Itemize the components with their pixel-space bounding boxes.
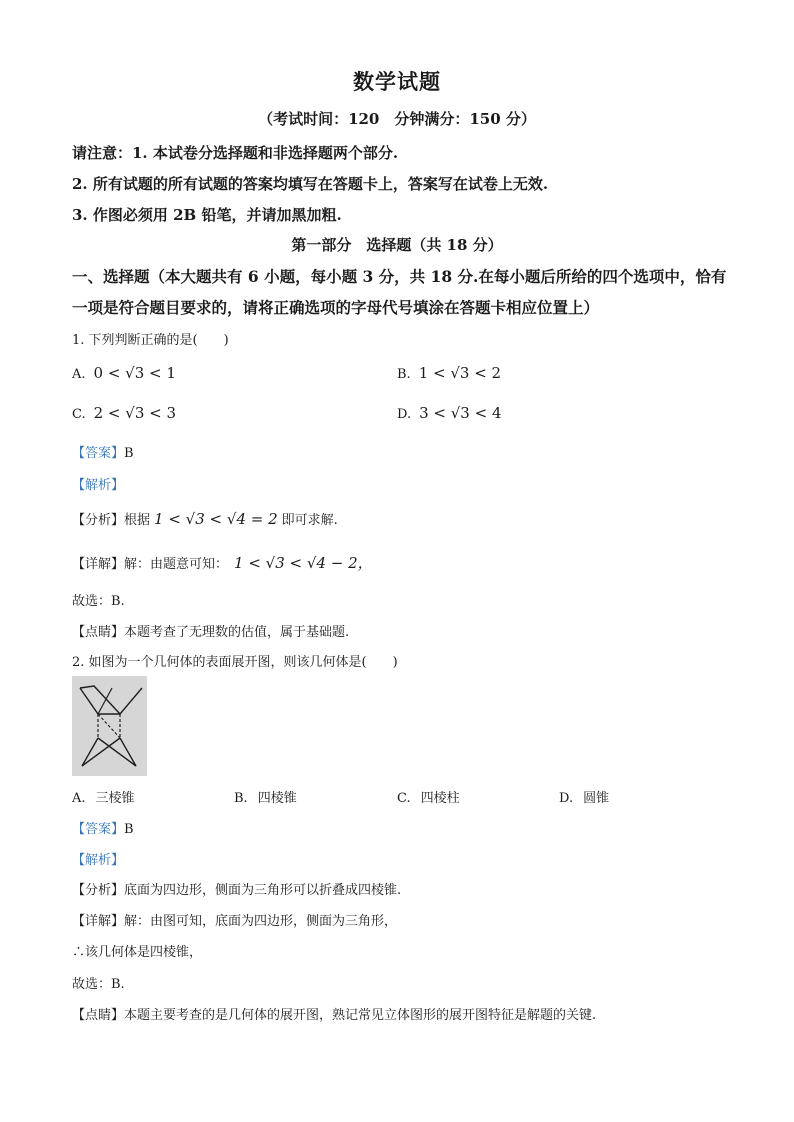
- option-text: 圆锥: [583, 791, 610, 806]
- fenxi-post: 即可求解.: [281, 513, 338, 528]
- xiangjie-tag: 【详解】: [72, 557, 125, 572]
- option-text: 三棱锥: [95, 791, 135, 806]
- q2-option-d: [559, 787, 609, 806]
- q2-xiangjie: [72, 910, 397, 929]
- note-3: 3. 作图必须用 2B 铅笔，并请加黑加粗.: [72, 206, 342, 224]
- dianjing-text: 本题考查了无理数的估值，属于基础题.: [124, 625, 350, 640]
- section-instructions-line-2: 一项是符合题目要求的，请将正确选项的字母代号填涂在答题卡相应位置上）: [72, 298, 600, 317]
- q2-dianjing: [72, 1004, 596, 1023]
- option-math: 3 < √3 < 4: [419, 404, 502, 422]
- q1-option-a: [72, 364, 176, 382]
- dianjing-tag: 【点睛】: [72, 1008, 125, 1023]
- q1-stem: 1. 下列判断正确的是( ): [72, 333, 229, 348]
- option-label: B.: [234, 791, 248, 806]
- exam-info: （考试时间：120 分钟满分：150 分）: [258, 110, 536, 128]
- q2-option-c: [397, 787, 460, 806]
- option-math: 2 < √3 < 3: [93, 404, 177, 422]
- q1-option-d: [397, 404, 502, 422]
- option-label: D.: [559, 791, 574, 806]
- q2-stem: 2. 如图为一个几何体的表面展开图，则该几何体是( ): [72, 655, 398, 670]
- section-heading: 第一部分 选择题（共 18 分）: [291, 236, 503, 254]
- q1-option-c: [72, 404, 176, 422]
- q1-xiangjie: [72, 552, 373, 573]
- xiangjie-text: 解：由图可知，底面为四边形，侧面为三角形，: [124, 914, 398, 929]
- q1-option-b: [397, 364, 501, 382]
- q2-analysis-tag: 【解析】: [72, 853, 125, 868]
- option-math: 1 < √3 < 2: [418, 364, 502, 382]
- answer-tag: 【答案】: [72, 822, 125, 837]
- net-figure: [72, 676, 147, 776]
- q2-fenxi: [72, 879, 401, 898]
- answer-value: B: [124, 822, 134, 837]
- q2-option-a: [72, 787, 135, 806]
- note-2: 2. 所有试题的所有试题的答案均填写在答题卡上，答案写在试卷上无效.: [72, 175, 549, 193]
- xiangjie-math: 1 < √3 < √4 − 2，: [234, 554, 373, 572]
- option-label: C.: [397, 791, 411, 806]
- dianjing-text: 本题主要考查的是几何体的展开图，熟记常见立体图形的展开图特征是解题的关键.: [124, 1008, 597, 1023]
- option-label: B.: [397, 367, 411, 382]
- xiangjie-pre: 解：由题意可知：: [124, 557, 229, 572]
- fenxi-tag: 【分析】: [72, 883, 125, 898]
- dianjing-tag: 【点睛】: [72, 625, 125, 640]
- note-1: 请注意：1. 本试卷分选择题和非选择题两个部分.: [72, 144, 399, 162]
- q2-option-b: [234, 787, 297, 806]
- answer-tag: 【答案】: [72, 446, 125, 461]
- fenxi-math: 1 < √3 < √4 = 2: [154, 510, 278, 528]
- q1-answer: [72, 442, 134, 461]
- fenxi-tag: 【分析】: [72, 513, 125, 528]
- option-label: C.: [72, 407, 86, 422]
- option-label: D.: [397, 407, 412, 422]
- page-title: 数学试题: [353, 69, 441, 94]
- pyramid-net-diagram: [72, 676, 147, 776]
- q2-answer: [72, 818, 134, 837]
- fenxi-pre: 根据: [124, 513, 151, 528]
- q1-choose: 故选：B.: [72, 594, 125, 609]
- option-text: 四棱柱: [420, 791, 460, 806]
- section-instructions-line-1: 一、选择题（本大题共有 6 小题，每小题 3 分，共 18 分.在每小题后所给的四个选项中，恰有: [72, 267, 727, 286]
- option-label: A.: [72, 791, 86, 806]
- q2-therefore: ∴该几何体是四棱锥，: [72, 945, 203, 960]
- xiangjie-tag: 【详解】: [72, 914, 125, 929]
- q1-fenxi: [72, 509, 338, 528]
- q1-dianjing: [72, 621, 349, 640]
- option-label: A.: [72, 367, 86, 382]
- q2-choose: 故选：B.: [72, 977, 125, 992]
- fenxi-text: 底面为四边形，侧面为三角形可以折叠成四棱锥.: [124, 883, 402, 898]
- option-math: 0 < √3 < 1: [93, 364, 176, 382]
- answer-value: B: [124, 446, 134, 461]
- q1-analysis-tag: 【解析】: [72, 478, 125, 493]
- option-text: 四棱锥: [257, 791, 297, 806]
